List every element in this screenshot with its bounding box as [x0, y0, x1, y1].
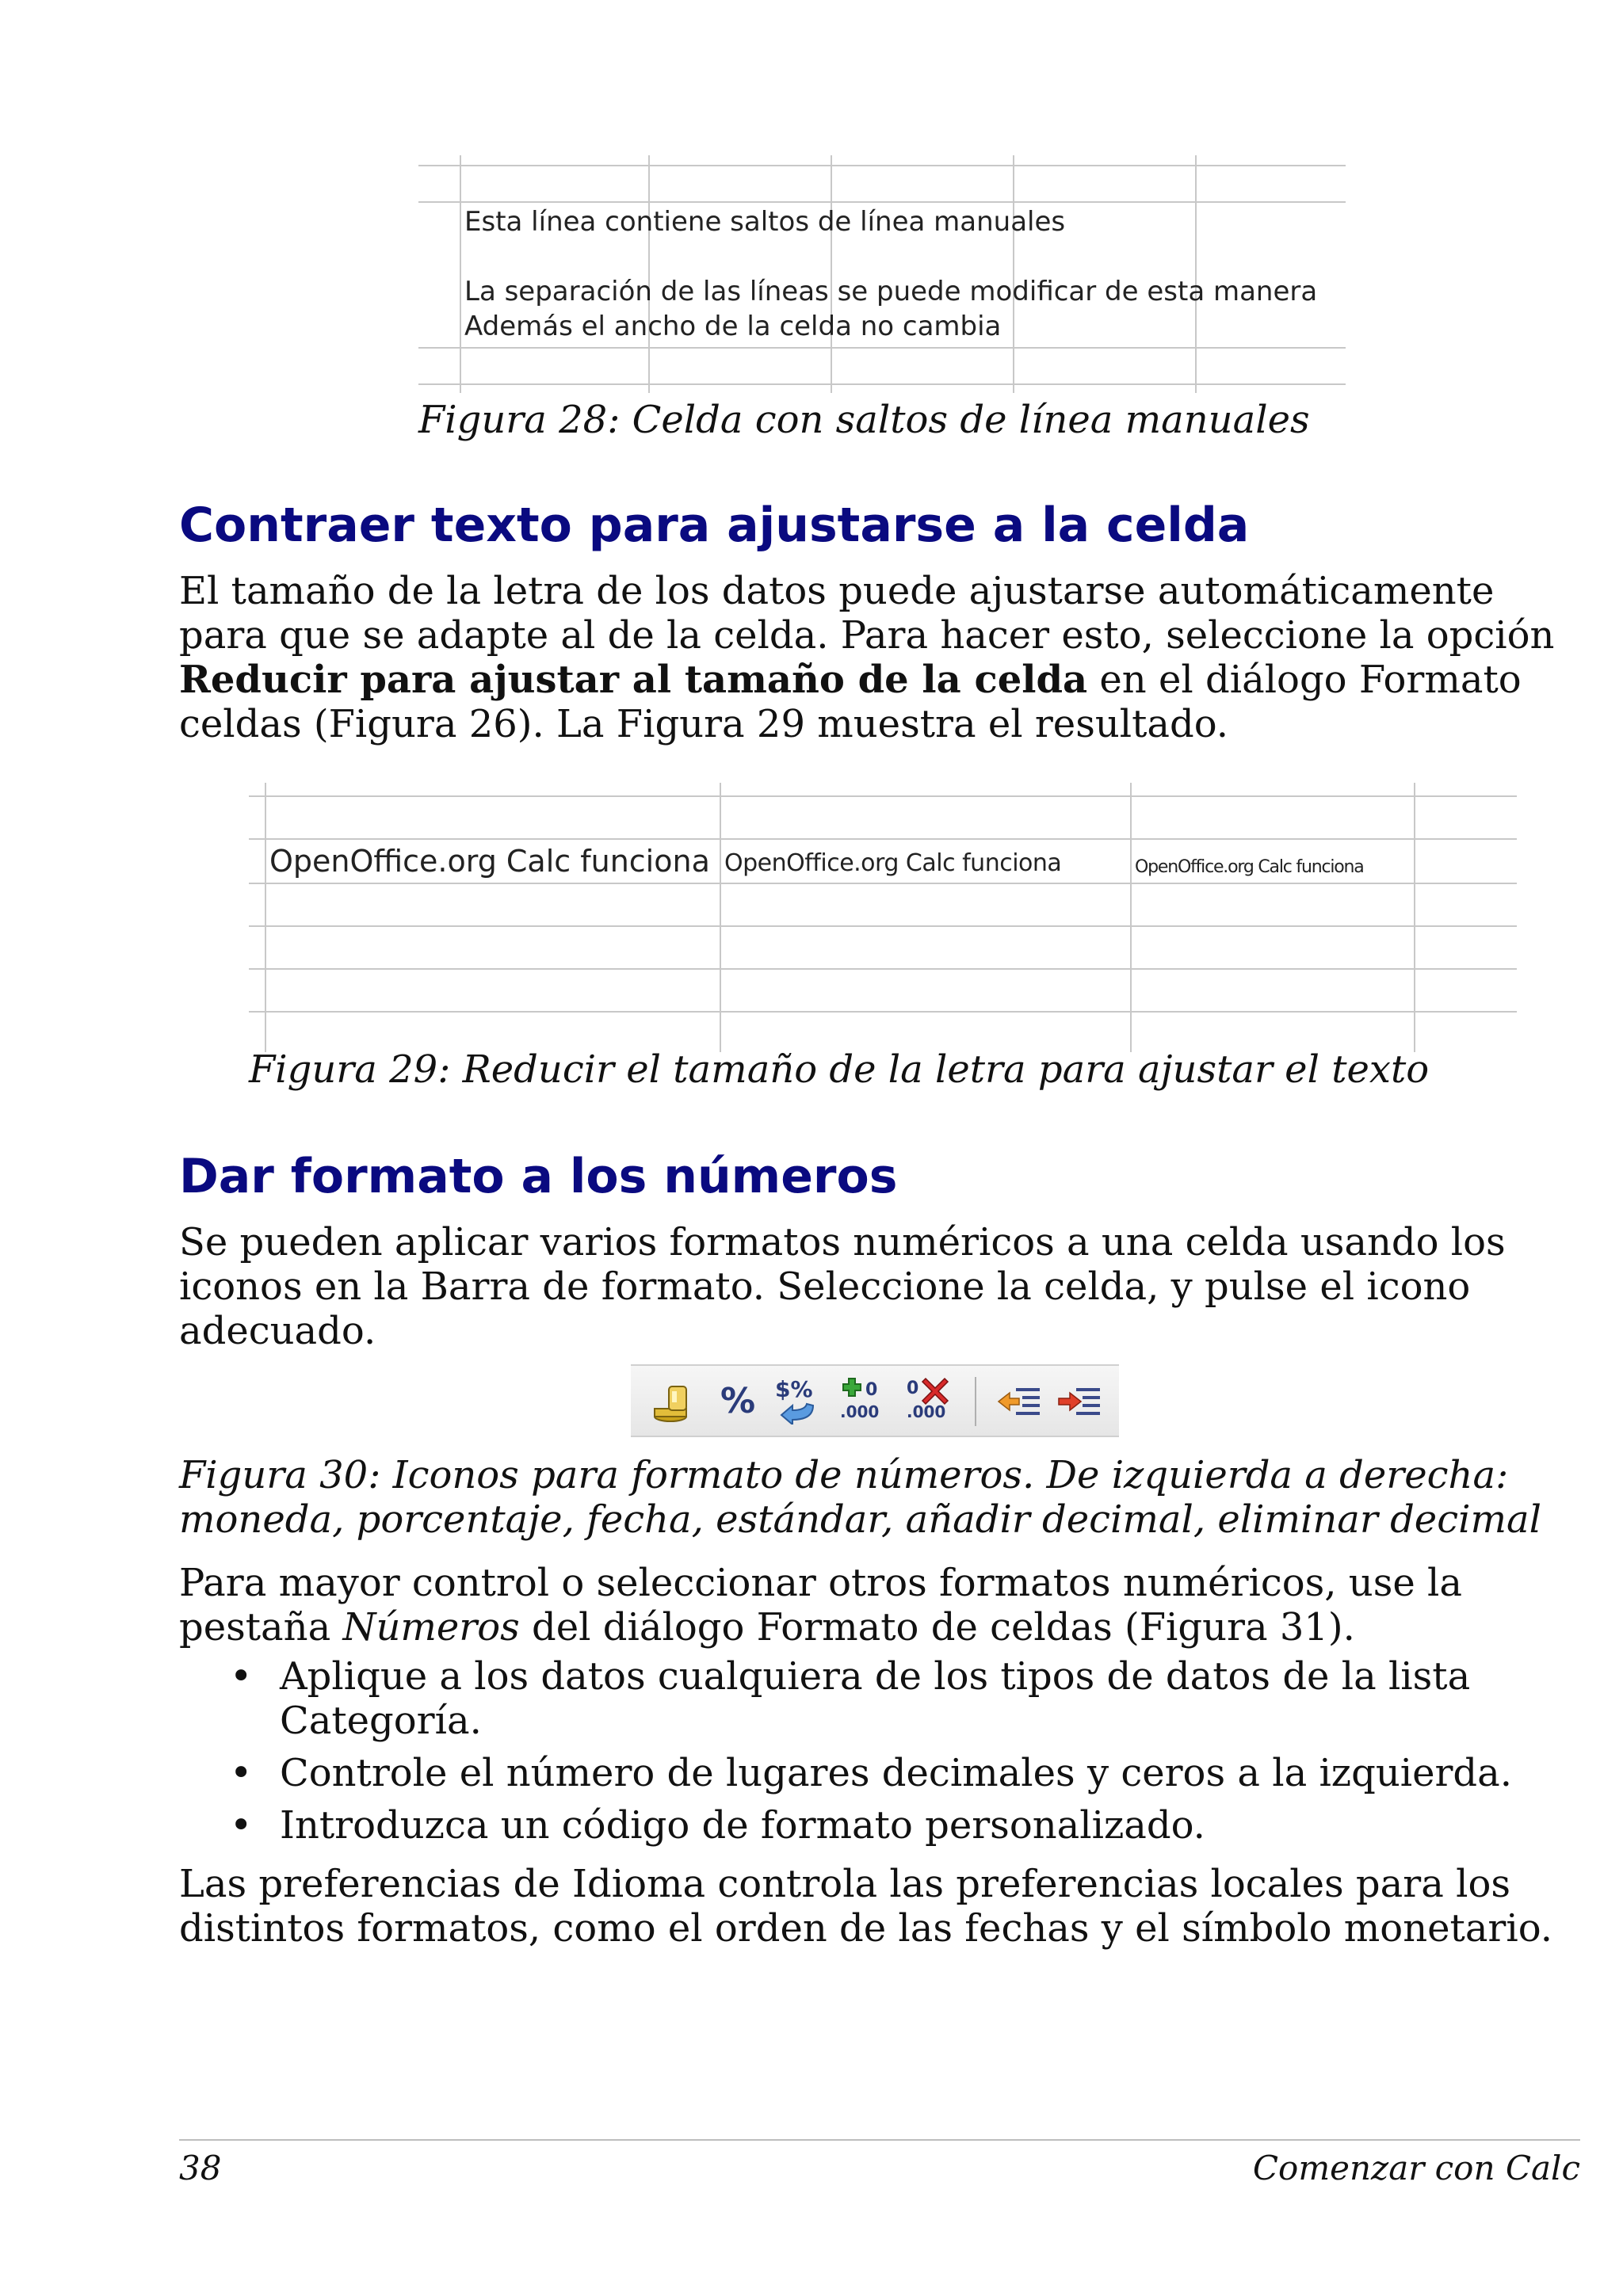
section-heading-shrink-text: Contraer texto para ajustarse a la celda [179, 498, 1250, 553]
section-1-paragraph [179, 569, 1590, 746]
percent-icon[interactable]: % [720, 1381, 756, 1421]
zero-glyph: 0 [907, 1379, 919, 1398]
figure-30-caption-line-1: Figura 30: Iconos para formato de números. De izquierda a derecha: [179, 1453, 1509, 1497]
number-format-toolbar [631, 1364, 1119, 1437]
gridline [418, 347, 1346, 349]
date-icon[interactable] [773, 1377, 823, 1426]
plus-icon [842, 1377, 862, 1398]
gridline [1195, 155, 1197, 393]
gridline [460, 155, 461, 393]
gridline [249, 795, 1517, 797]
paragraph-text: Las preferencias de Idioma controla las preferencias locales para los distintos formatos, como el orden de las fechas y el símbolo monetario. [179, 1862, 1553, 1951]
paragraph-text [179, 569, 1590, 746]
gridline [249, 1011, 1517, 1013]
currency-icon[interactable] [648, 1377, 697, 1426]
toolbar-separator [975, 1377, 976, 1426]
section-heading-number-format: Dar formato a los números [179, 1149, 898, 1204]
gridline [249, 883, 1517, 884]
gridline [648, 155, 650, 393]
gridline [249, 925, 1517, 927]
paragraph-text: Se pueden aplicar varios formatos numéricos a una celda usando los iconos en la Barra de formato. Seleccione la celda, y pulse el icono adecuado. [179, 1220, 1506, 1353]
bullet-list [179, 1654, 1558, 1855]
paragraph-text [179, 1561, 1558, 1650]
list-item: • Introduzca un código de formato personalizado. [179, 1803, 1558, 1848]
gridline [418, 165, 1346, 166]
list-item: • Controle el número de lugares decimales y ceros a la izquierda. [179, 1751, 1558, 1795]
gridline [831, 155, 832, 393]
date-icon-glyph: $% [775, 1376, 813, 1402]
arrow-icon [778, 1401, 818, 1425]
cell-text-full-size: OpenOffice.org Calc funciona [269, 844, 710, 879]
paragraph-text-end: del diálogo Formato de celdas (Figura 31). [519, 1605, 1355, 1650]
figure-29-spreadsheet [249, 783, 1517, 1052]
gridline [1013, 155, 1014, 393]
gridline [249, 838, 1517, 840]
zero-glyph: 0 [865, 1380, 878, 1400]
figure-28-caption: Figura 28: Celda con saltos de línea manuales [418, 398, 1310, 442]
section-2-paragraph [179, 1220, 1558, 1353]
gridline [265, 783, 266, 1052]
gridline [418, 201, 1346, 203]
delete-decimal-icon[interactable] [905, 1377, 954, 1426]
increase-indent-icon[interactable] [1056, 1377, 1105, 1426]
paragraph-text-end: en el diálogo Formato celdas (Figura 26). La Figura 29 muestra el resultado. [179, 658, 1522, 746]
cell-line-2: La separación de las líneas se puede modificar de esta manera [464, 276, 1318, 307]
cell-line-3: Además el ancho de la celda no cambia [464, 311, 1002, 342]
paragraph-text-start: Para mayor control o seleccionar otros formatos numéricos, use la pestaña [179, 1561, 1462, 1650]
tab-name-italic: Números [342, 1605, 520, 1650]
decimal-glyph: .000 [907, 1402, 946, 1421]
paragraph-language-preferences [179, 1862, 1574, 1951]
gridline [1130, 783, 1132, 1052]
gridline [249, 968, 1517, 970]
standard-format-icon[interactable] [838, 1377, 888, 1426]
figure-29-caption: Figura 29: Reducir el tamaño de la letra para ajustar el texto [249, 1047, 1430, 1092]
decrease-indent-icon[interactable] [995, 1377, 1044, 1426]
list-item: • Aplique a los datos cualquiera de los tipos de datos de la lista Categoría. [179, 1654, 1558, 1743]
cell-line-1: Esta línea contiene saltos de línea manuales [464, 206, 1066, 238]
gridline [418, 383, 1346, 385]
paragraph-numbers-tab [179, 1561, 1558, 1650]
figure-28-spreadsheet [418, 155, 1346, 393]
gridline [1414, 783, 1415, 1052]
red-x-icon [921, 1377, 949, 1405]
footer-title: Comenzar con Calc [1252, 2149, 1580, 2187]
cell-text-smallest: OpenOffice.org Calc funciona [1135, 857, 1364, 877]
page-number: 38 [179, 2149, 222, 2187]
figure-30-caption-line-2: moneda, porcentaje, fecha, estándar, añadir decimal, eliminar decimal [179, 1497, 1541, 1542]
cell-text-reduced: OpenOffice.org Calc funciona [724, 849, 1062, 877]
option-name-bold: Reducir para ajustar al tamaño de la celda [179, 658, 1088, 702]
footer-rule [179, 2139, 1580, 2141]
decimal-glyph: .000 [840, 1402, 880, 1421]
paragraph-text-start: El tamaño de la letra de los datos puede ajustarse automáticamente para que se adapte al de la celda. Para hacer esto, seleccione la opción [179, 569, 1555, 658]
gridline [720, 783, 721, 1052]
